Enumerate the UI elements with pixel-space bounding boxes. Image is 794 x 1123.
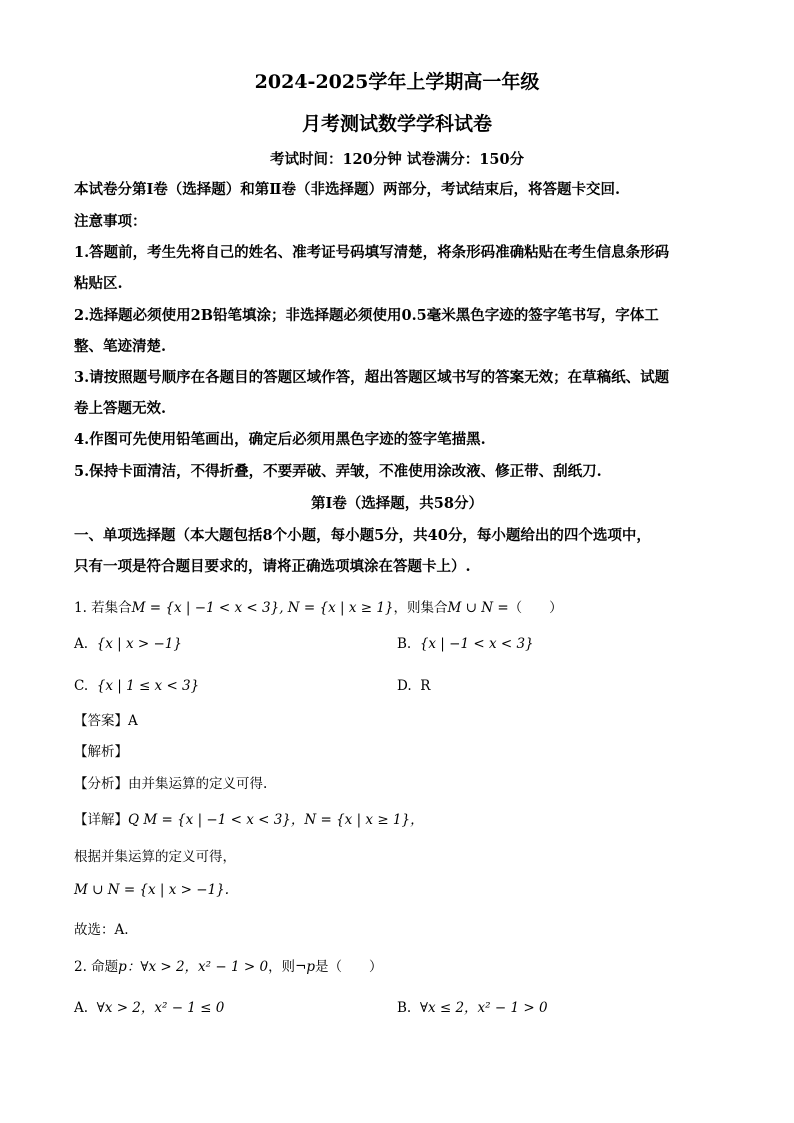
notice-item: 整、笔迹清楚. [74, 338, 167, 355]
question-2-stem [74, 957, 383, 977]
option-label: C. [74, 678, 89, 694]
section-instruction: 一、单项选择题（本大题包括8个小题，每小题5分，共40分，每小题给出的四个选项中， [74, 527, 651, 544]
option-label: D. [397, 678, 412, 694]
q1-fenxi [74, 774, 267, 794]
q1-detail [74, 810, 424, 830]
fenxi-label: 【分析】 [74, 776, 128, 792]
q1-option-d [397, 676, 430, 696]
notice-item: 3.请按照题号顺序在各题目的答题区域作答，超出答题区域书写的答案无效；在草稿纸、试题 [74, 369, 670, 386]
q1-option-c [74, 676, 199, 696]
fenxi-text: 由并集运算的定义可得. [128, 776, 268, 792]
option-text: ∀x > 2，x² − 1 ≤ 0 [96, 1000, 225, 1016]
q1-answer: 【答案】A [74, 713, 138, 729]
q1-option-b [397, 634, 534, 654]
notice-item: 卷上答题无效. [74, 400, 167, 417]
section-title: 第Ⅰ卷（选择题，共58分） [311, 495, 483, 512]
q1-mid: ，则集合 [393, 600, 448, 616]
q2-prefix: 2. 命题 [74, 959, 119, 975]
q2-mid: ，则 [268, 959, 296, 975]
q1-suffix: （ ） [508, 600, 563, 616]
option-text: {x | 1 ≤ x < 3} [96, 678, 200, 694]
option-text: ∀x ≤ 2，x² − 1 > 0 [419, 1000, 548, 1016]
option-label: A. [74, 1000, 89, 1016]
q1-option-a [74, 634, 182, 654]
option-label: B. [397, 636, 412, 652]
detail-label: 【详解】 [74, 812, 128, 828]
section-instruction: 只有一项是符合题目要求的，请将正确选项填涂在答题卡上）. [74, 558, 471, 575]
q1-prefix: 1. 若集合 [74, 600, 132, 616]
intro-text: 本试卷分第Ⅰ卷（选择题）和第Ⅱ卷（非选择题）两部分，考试结束后，将答题卡交回. [74, 181, 621, 198]
q2-prop: p：∀x > 2，x² − 1 > 0 [118, 959, 269, 975]
q1-sets: M = {x | −1 < x < 3}, N = {x | x ≥ 1} [131, 600, 394, 616]
notice-item: 1.答题前，考生先将自己的姓名、准考证号码填写清楚，将条形码准确粘贴在考生信息条形码 [74, 244, 670, 261]
option-label: A. [74, 636, 89, 652]
option-text: R [420, 678, 431, 694]
q1-detail-3: M ∪ N = {x | x > −1}. [74, 882, 230, 898]
notice-item: 2.选择题必须使用2B铅笔填涂；非选择题必须使用0.5毫米黑色字迹的签字笔书写，字体工 [74, 307, 659, 324]
q1-analysis: 【解析】 [74, 744, 128, 760]
exam-info: 考试时间：120分钟 试卷满分：150分 [269, 151, 525, 168]
question-1-stem [74, 598, 563, 618]
q2-option-b [397, 998, 548, 1018]
q1-union: M ∪ N = [447, 600, 509, 616]
q2-option-a [74, 998, 224, 1018]
option-label: B. [397, 1000, 412, 1016]
q1-choose: 故选：A. [74, 922, 129, 938]
exam-title-2: 月考测试数学学科试卷 [301, 113, 492, 135]
option-text: {x | −1 < x < 3} [419, 636, 534, 652]
option-text: {x | x > −1} [96, 636, 182, 652]
notice-item: 粘贴区. [74, 275, 123, 292]
notice-item: 5.保持卡面清洁，不得折叠，不要弄破、弄皱，不准使用涂改液、修正带、刮纸刀. [74, 463, 602, 480]
q2-suffix: 是（ ） [315, 959, 383, 975]
q2-neg: ¬p [295, 959, 316, 975]
notice-item: 4.作图可先使用铅笔画出，确定后必须用黑色字迹的签字笔描黑. [74, 431, 486, 448]
q1-detail-2: 根据并集运算的定义可得， [74, 849, 236, 865]
exam-title-1: 2024-2025学年上学期高一年级 [254, 71, 540, 93]
detail-math: Q M = {x | −1 < x < 3}，N = {x | x ≥ 1}， [128, 812, 424, 828]
notice-heading: 注意事项： [74, 213, 147, 230]
